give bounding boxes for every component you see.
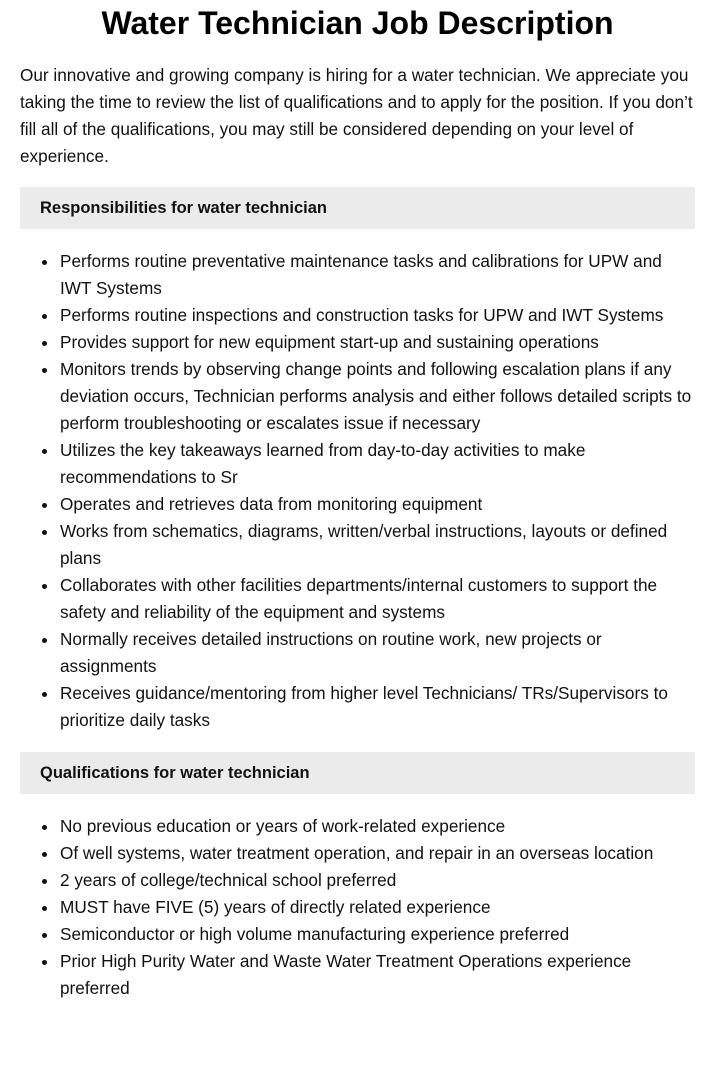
list-item: MUST have FIVE (5) years of directly related experience — [60, 894, 695, 921]
list-item: Performs routine preventative maintenance tasks and calibrations for UPW and IWT Systems — [60, 248, 695, 302]
list-item: Works from schematics, diagrams, written/verbal instructions, layouts or defined plans — [60, 518, 695, 572]
bullet-icon — [42, 503, 47, 508]
qualifications-list — [20, 813, 695, 1002]
list-item: Provides support for new equipment start-up and sustaining operations — [60, 329, 695, 356]
bullet-icon — [42, 879, 47, 884]
bullet-icon — [42, 825, 47, 830]
bullet-icon — [42, 906, 47, 911]
bullet-icon — [42, 638, 47, 643]
list-item: Collaborates with other facilities departments/internal customers to support the safety and reliability of the equipment and systems — [60, 572, 695, 626]
intro-paragraph: Our innovative and growing company is hiring for a water technician. We appreciate you taking the time to review the list of qualifications and to apply for the position. If you don’t fill all of the qualifications, you may still be considered depending on your level of experience. — [20, 65, 693, 166]
list-item: Utilizes the key takeaways learned from day-to-day activities to make recommendations to Sr — [60, 437, 695, 491]
list-item: 2 years of college/technical school preferred — [60, 867, 695, 894]
list-item: Normally receives detailed instructions on routine work, new projects or assignments — [60, 626, 695, 680]
list-item: No previous education or years of work-related experience — [60, 813, 695, 840]
bullet-icon — [42, 341, 47, 346]
list-item: Receives guidance/mentoring from higher level Technicians/ TRs/Supervisors to prioritize daily tasks — [60, 680, 695, 734]
list-item: Monitors trends by observing change points and following escalation plans if any deviation occurs, Technician performs analysis and either follows detailed scripts to perform troubleshooting or escalates issue if necessary — [60, 356, 695, 437]
bullet-icon — [42, 449, 47, 454]
bullet-icon — [42, 960, 47, 965]
bullet-icon — [42, 692, 47, 697]
responsibilities-list — [20, 248, 695, 734]
list-item: Performs routine inspections and construction tasks for UPW and IWT Systems — [60, 302, 695, 329]
bullet-icon — [42, 314, 47, 319]
bullet-icon — [42, 933, 47, 938]
list-item: Operates and retrieves data from monitoring equipment — [60, 491, 695, 518]
responsibilities-heading: Responsibilities for water technician — [20, 187, 695, 229]
bullet-icon — [42, 368, 47, 373]
list-item: Of well systems, water treatment operation, and repair in an overseas location — [60, 840, 695, 867]
list-item: Prior High Purity Water and Waste Water Treatment Operations experience preferred — [60, 948, 695, 1002]
bullet-icon — [42, 530, 47, 535]
bullet-icon — [42, 584, 47, 589]
page-title: Water Technician Job Description — [101, 5, 614, 41]
qualifications-heading: Qualifications for water technician — [20, 752, 695, 794]
list-item: Semiconductor or high volume manufacturing experience preferred — [60, 921, 695, 948]
bullet-icon — [42, 260, 47, 265]
bullet-icon — [42, 852, 47, 857]
